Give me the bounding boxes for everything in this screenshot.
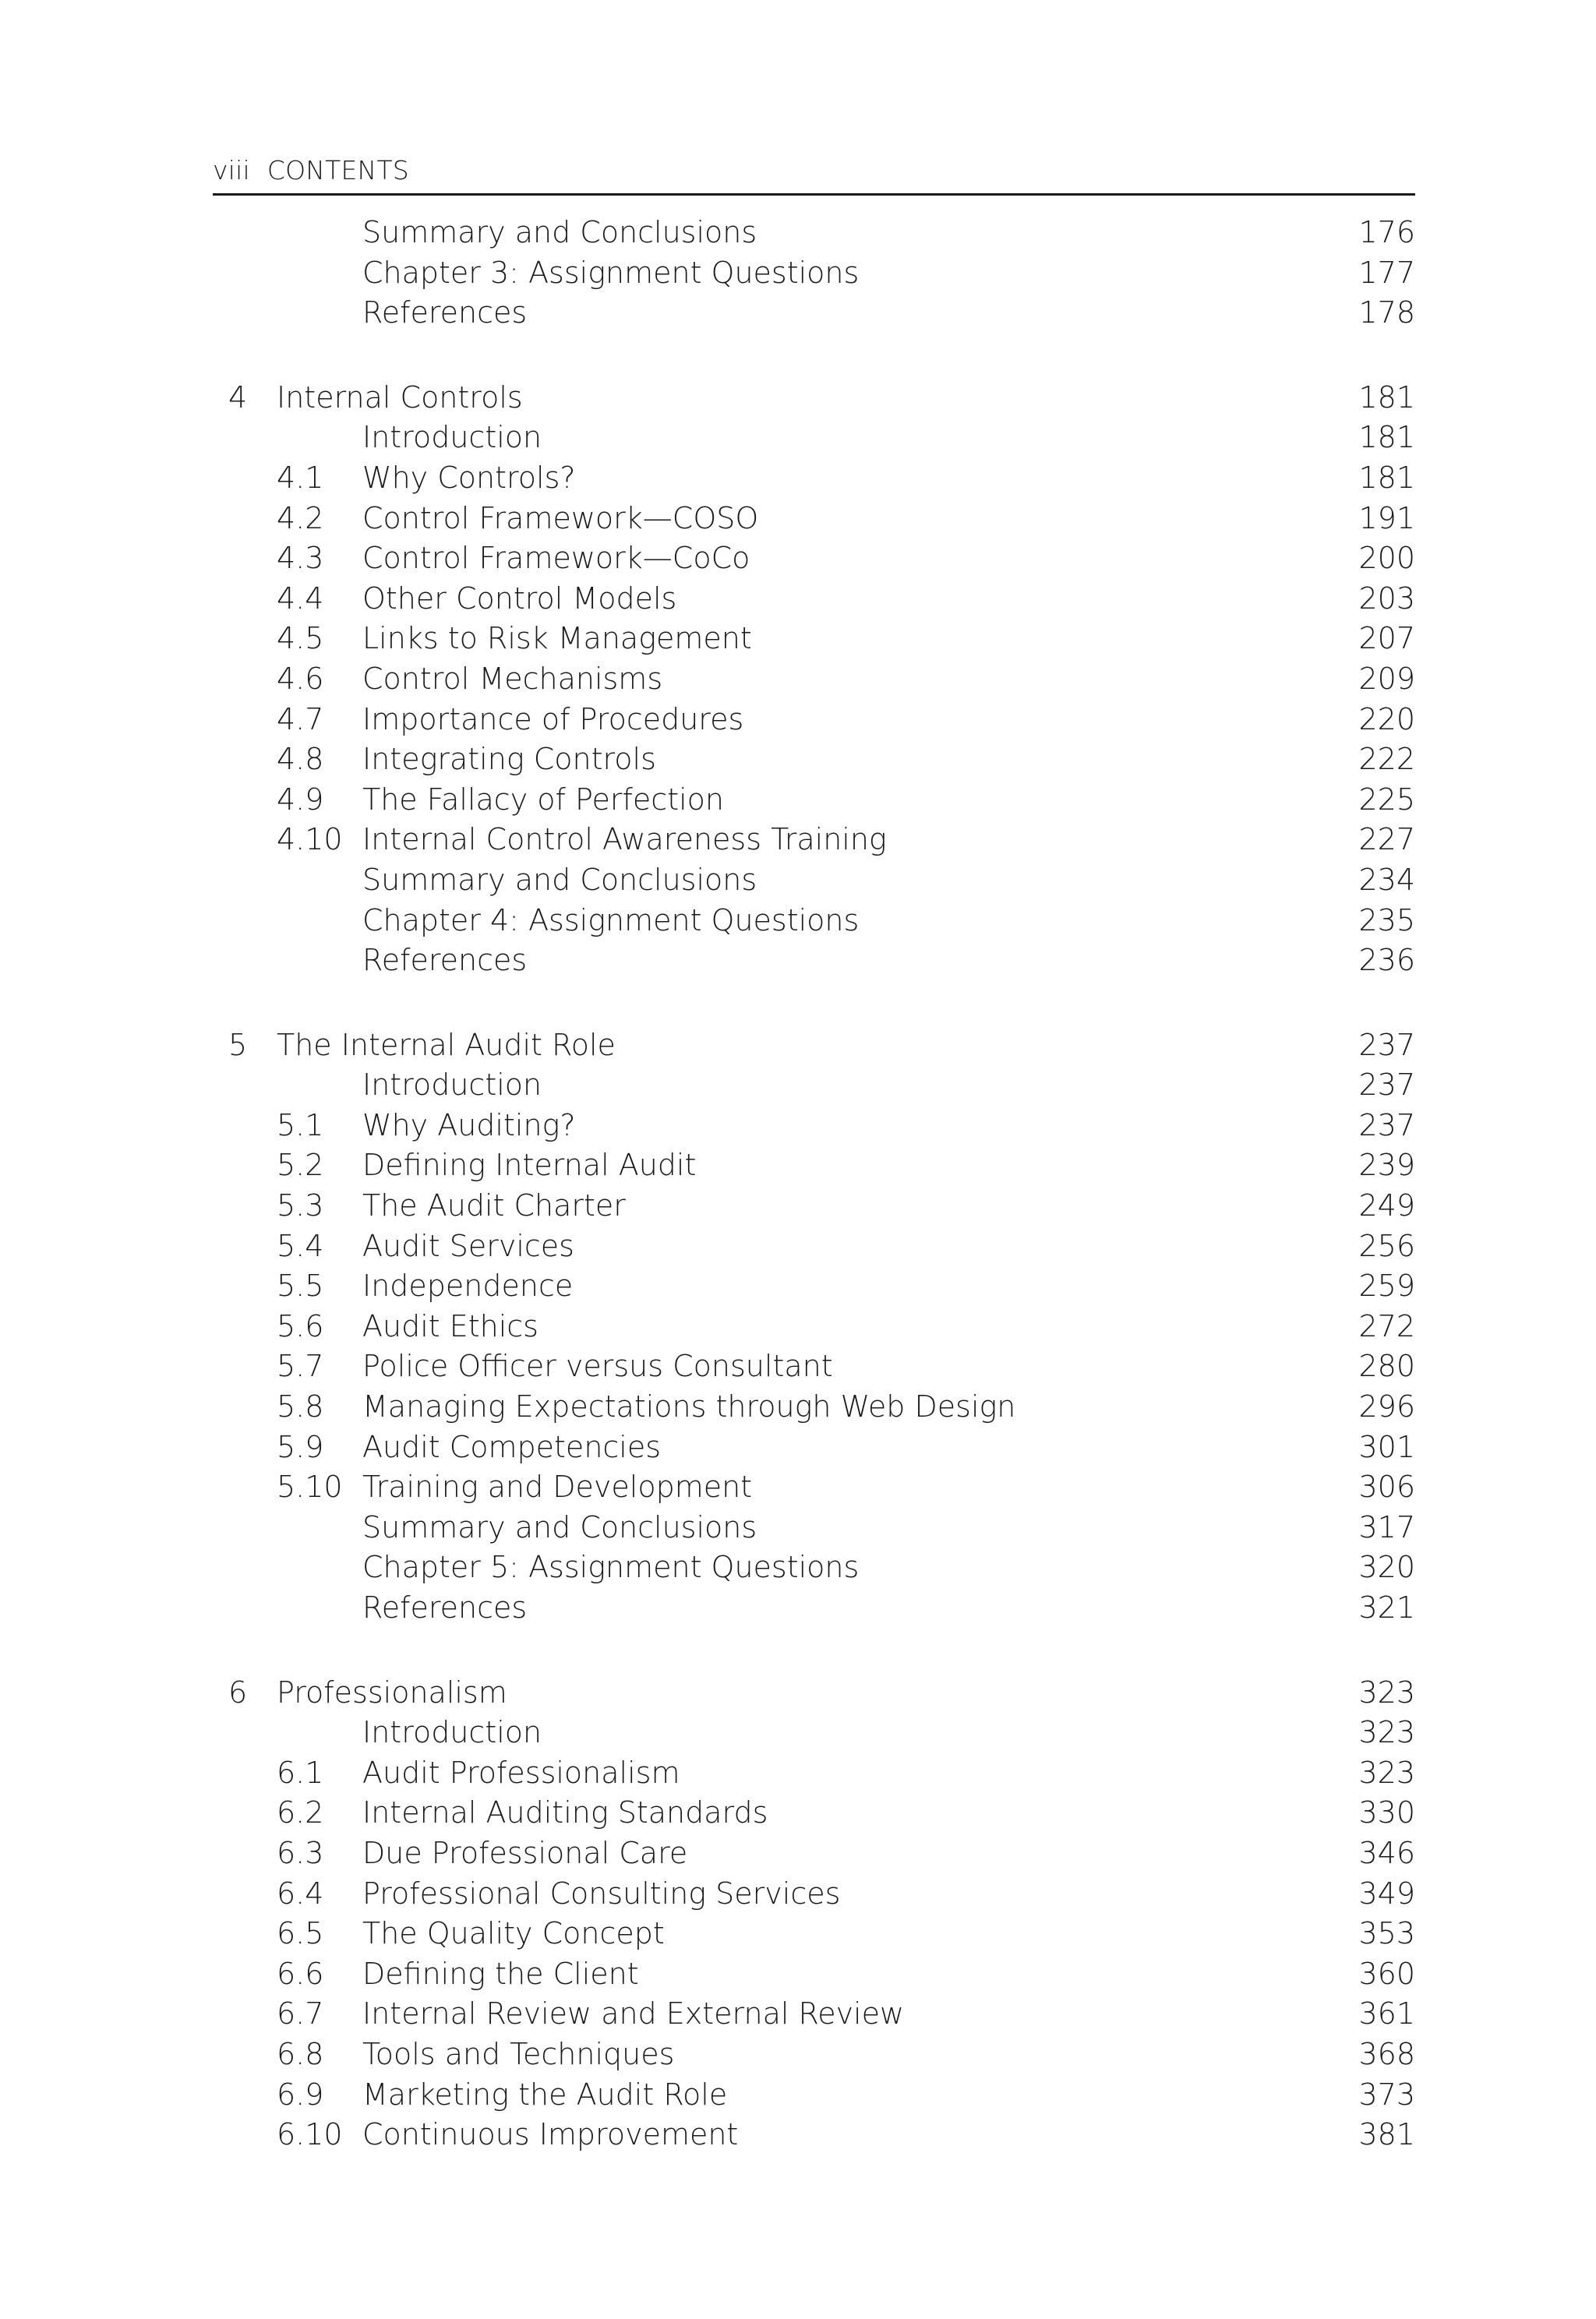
toc-entry-row[interactable] bbox=[213, 538, 1415, 579]
toc-entry-row[interactable] bbox=[213, 1954, 1415, 1995]
toc-entry-row[interactable] bbox=[213, 1753, 1415, 1794]
page-number: 235 bbox=[1358, 902, 1415, 937]
page-number: 181 bbox=[1358, 420, 1415, 455]
toc-entry-row[interactable] bbox=[213, 780, 1415, 821]
toc-entry-row[interactable] bbox=[213, 1186, 1415, 1227]
toc-entry-row[interactable] bbox=[213, 499, 1415, 539]
page-number: 381 bbox=[1358, 2117, 1415, 2152]
section-title: Police Officer versus Consultant bbox=[362, 1349, 833, 1384]
toc-chapter-row[interactable] bbox=[213, 378, 1415, 418]
page-number: 320 bbox=[1358, 1550, 1415, 1585]
page-number: 360 bbox=[1358, 1956, 1415, 1991]
toc-entry-row[interactable] bbox=[213, 1347, 1415, 1387]
page-number: 317 bbox=[1358, 1509, 1415, 1544]
section-title: Internal Auditing Standards bbox=[362, 1795, 768, 1830]
chapter-title: Internal Controls bbox=[277, 379, 523, 415]
section-title: Audit Professionalism bbox=[362, 1755, 680, 1790]
page-number: 239 bbox=[1358, 1148, 1415, 1183]
page-number: 225 bbox=[1358, 782, 1415, 817]
section-title: Why Controls? bbox=[362, 460, 576, 495]
section-number: 5.2 bbox=[277, 1148, 324, 1183]
section-title: References bbox=[362, 295, 528, 330]
chapter-number: 4 bbox=[228, 379, 248, 415]
page-number: 373 bbox=[1358, 2077, 1415, 2112]
page-number: 259 bbox=[1358, 1269, 1415, 1304]
section-number: 5.9 bbox=[277, 1429, 324, 1464]
section-number: 4.5 bbox=[277, 621, 324, 656]
page-number: 323 bbox=[1358, 1675, 1415, 1710]
toc-entry-row[interactable] bbox=[213, 1467, 1415, 1508]
chapter-number: 5 bbox=[228, 1027, 248, 1062]
toc-entry-row[interactable] bbox=[213, 1793, 1415, 1834]
section-title: Due Professional Care bbox=[362, 1835, 688, 1870]
table-of-contents bbox=[213, 213, 1415, 2155]
page-number: 272 bbox=[1358, 1308, 1415, 1343]
toc-entry-row[interactable] bbox=[213, 2035, 1415, 2075]
section-number: 5.8 bbox=[277, 1389, 324, 1424]
toc-entry-row[interactable] bbox=[213, 659, 1415, 700]
section-number: 6.5 bbox=[277, 1916, 324, 1951]
section-number: 5.7 bbox=[277, 1349, 324, 1384]
toc-entry-row[interactable] bbox=[213, 1266, 1415, 1307]
section-title: Continuous Improvement bbox=[362, 2117, 739, 2152]
section-number: 4.3 bbox=[277, 541, 324, 576]
toc-entry-row[interactable] bbox=[213, 1994, 1415, 2035]
toc-entry-row[interactable] bbox=[213, 1428, 1415, 1468]
page-number: 353 bbox=[1358, 1916, 1415, 1951]
section-number: 5.6 bbox=[277, 1308, 324, 1343]
section-title: References bbox=[362, 1590, 528, 1625]
toc-entry-row[interactable] bbox=[213, 739, 1415, 780]
toc-entry-row[interactable] bbox=[213, 1387, 1415, 1428]
section-title: Audit Competencies bbox=[362, 1429, 662, 1464]
section-title: Chapter 3: Assignment Questions bbox=[362, 255, 860, 290]
section-number: 4.7 bbox=[277, 701, 324, 736]
page-number: 178 bbox=[1358, 295, 1415, 330]
toc-entry-row[interactable] bbox=[213, 2115, 1415, 2155]
section-title: Control Mechanisms bbox=[362, 661, 663, 696]
section-title: Introduction bbox=[362, 420, 542, 455]
page-number: 296 bbox=[1358, 1389, 1415, 1424]
toc-entry-row[interactable] bbox=[213, 293, 1415, 334]
page-number: 222 bbox=[1358, 742, 1415, 777]
section-number: 5.1 bbox=[277, 1107, 324, 1142]
page-number: 236 bbox=[1358, 943, 1415, 978]
page-number: 237 bbox=[1358, 1068, 1415, 1103]
toc-entry-row[interactable] bbox=[213, 619, 1415, 659]
page-number: 330 bbox=[1358, 1795, 1415, 1830]
section-number: 6.6 bbox=[277, 1956, 324, 1991]
running-head bbox=[213, 148, 1415, 193]
section-title: Summary and Conclusions bbox=[362, 215, 757, 249]
page-number: 368 bbox=[1358, 2036, 1415, 2071]
page-number: 209 bbox=[1358, 661, 1415, 696]
toc-entry-row[interactable] bbox=[213, 213, 1415, 253]
header-rule bbox=[213, 193, 1415, 196]
toc-entry-row[interactable] bbox=[213, 1065, 1415, 1106]
page-number: 361 bbox=[1358, 1996, 1415, 2031]
toc-entry-row[interactable] bbox=[213, 1227, 1415, 1267]
page-number: 203 bbox=[1358, 581, 1415, 616]
section-title: Audit Services bbox=[362, 1228, 574, 1263]
toc-entry-row[interactable] bbox=[213, 458, 1415, 499]
page-number: 181 bbox=[1358, 379, 1415, 415]
page-number: 256 bbox=[1358, 1228, 1415, 1263]
section-title: Internal Review and External Review bbox=[362, 1996, 905, 2031]
page-number: 323 bbox=[1358, 1755, 1415, 1790]
section-title: Defining the Client bbox=[362, 1956, 639, 1991]
section-title: Why Auditing? bbox=[362, 1107, 576, 1142]
toc-entry-row[interactable] bbox=[213, 1713, 1415, 1753]
toc-entry-row[interactable] bbox=[213, 579, 1415, 619]
section-number: 6.10 bbox=[277, 2117, 343, 2152]
chapter-title: The Internal Audit Role bbox=[277, 1027, 616, 1062]
toc-chapter-row[interactable] bbox=[213, 1025, 1415, 1066]
section-title: Integrating Controls bbox=[362, 742, 656, 777]
page-folio: viii bbox=[213, 155, 250, 185]
section-title: Control Framework—COSO bbox=[362, 500, 759, 535]
running-head-title: CONTENTS bbox=[267, 155, 409, 185]
section-title: Chapter 5: Assignment Questions bbox=[362, 1550, 860, 1585]
toc-entry-row[interactable] bbox=[213, 1874, 1415, 1915]
section-title: Summary and Conclusions bbox=[362, 1509, 757, 1544]
section-title: The Fallacy of Perfection bbox=[362, 782, 724, 817]
section-title: Introduction bbox=[362, 1715, 542, 1750]
section-gap bbox=[213, 334, 1415, 378]
section-number: 5.10 bbox=[277, 1470, 343, 1505]
section-title: Marketing the Audit Role bbox=[362, 2077, 728, 2112]
toc-entry-row[interactable] bbox=[213, 1914, 1415, 1954]
section-title: The Quality Concept bbox=[362, 1916, 665, 1951]
section-title: Tools and Techniques bbox=[362, 2036, 675, 2071]
page-number: 207 bbox=[1358, 621, 1415, 656]
section-number: 4.4 bbox=[277, 581, 324, 616]
section-title: Professional Consulting Services bbox=[362, 1876, 841, 1911]
section-number: 4.10 bbox=[277, 822, 343, 857]
page-number: 200 bbox=[1358, 541, 1415, 576]
toc-entry-row[interactable] bbox=[213, 1548, 1415, 1588]
section-title: The Audit Charter bbox=[362, 1188, 626, 1223]
section-number: 4.6 bbox=[277, 661, 324, 696]
page-number: 234 bbox=[1358, 862, 1415, 897]
section-title: Other Control Models bbox=[362, 581, 677, 616]
page-number: 177 bbox=[1358, 255, 1415, 290]
section-gap bbox=[213, 1629, 1415, 1673]
section-number: 6.8 bbox=[277, 2036, 324, 2071]
section-title: Training and Development bbox=[362, 1470, 753, 1505]
section-number: 6.3 bbox=[277, 1835, 324, 1870]
section-title: Chapter 4: Assignment Questions bbox=[362, 902, 860, 937]
chapter-title: Professionalism bbox=[277, 1675, 507, 1710]
toc-entry-row[interactable] bbox=[213, 1588, 1415, 1629]
toc-entry-row[interactable] bbox=[213, 700, 1415, 740]
page-number: 176 bbox=[1358, 215, 1415, 249]
toc-entry-row[interactable] bbox=[213, 941, 1415, 981]
toc-entry-row[interactable] bbox=[213, 1307, 1415, 1347]
section-number: 6.2 bbox=[277, 1795, 324, 1830]
page-number: 181 bbox=[1358, 460, 1415, 495]
section-title: Control Framework—CoCo bbox=[362, 541, 750, 576]
chapter-number: 6 bbox=[228, 1675, 248, 1710]
page-number: 306 bbox=[1358, 1470, 1415, 1505]
toc-entry-row[interactable] bbox=[213, 1508, 1415, 1548]
section-title: Links to Risk Management bbox=[362, 621, 752, 656]
section-title: Importance of Procedures bbox=[362, 701, 744, 736]
toc-entry-row[interactable] bbox=[213, 860, 1415, 901]
toc-entry-row[interactable] bbox=[213, 901, 1415, 941]
page-number: 321 bbox=[1358, 1590, 1415, 1625]
section-number: 6.1 bbox=[277, 1755, 324, 1790]
section-title: References bbox=[362, 943, 528, 978]
toc-entry-row[interactable] bbox=[213, 418, 1415, 458]
toc-entry-row[interactable] bbox=[213, 1834, 1415, 1874]
page-number: 346 bbox=[1358, 1835, 1415, 1870]
section-number: 6.4 bbox=[277, 1876, 324, 1911]
section-number: 5.5 bbox=[277, 1269, 324, 1304]
page-number: 349 bbox=[1358, 1876, 1415, 1911]
page-number: 323 bbox=[1358, 1715, 1415, 1750]
section-title: Internal Control Awareness Training bbox=[362, 822, 887, 857]
section-title: Defining Internal Audit bbox=[362, 1148, 697, 1183]
page-number: 191 bbox=[1358, 500, 1415, 535]
page-number: 237 bbox=[1358, 1107, 1415, 1142]
section-title: Introduction bbox=[362, 1068, 542, 1103]
page-number: 227 bbox=[1358, 822, 1415, 857]
section-number: 4.1 bbox=[277, 460, 324, 495]
page-number: 301 bbox=[1358, 1429, 1415, 1464]
toc-chapter-row[interactable] bbox=[213, 1673, 1415, 1714]
section-number: 6.9 bbox=[277, 2077, 324, 2112]
section-title: Managing Expectations through Web Design bbox=[362, 1389, 1016, 1424]
section-title: Summary and Conclusions bbox=[362, 862, 757, 897]
toc-entry-row[interactable] bbox=[213, 820, 1415, 860]
page-number: 237 bbox=[1358, 1027, 1415, 1062]
toc-entry-row[interactable] bbox=[213, 253, 1415, 294]
section-gap bbox=[213, 981, 1415, 1025]
toc-entry-row[interactable] bbox=[213, 1145, 1415, 1186]
section-number: 6.7 bbox=[277, 1996, 324, 2031]
contents-page bbox=[213, 148, 1415, 2155]
toc-entry-row[interactable] bbox=[213, 2075, 1415, 2116]
page-number: 220 bbox=[1358, 701, 1415, 736]
page-number: 249 bbox=[1358, 1188, 1415, 1223]
section-title: Audit Ethics bbox=[362, 1308, 538, 1343]
section-number: 4.2 bbox=[277, 500, 324, 535]
section-number: 5.4 bbox=[277, 1228, 324, 1263]
section-number: 4.8 bbox=[277, 742, 324, 777]
page-number: 280 bbox=[1358, 1349, 1415, 1384]
section-title: Independence bbox=[362, 1269, 574, 1304]
section-number: 4.9 bbox=[277, 782, 324, 817]
section-number: 5.3 bbox=[277, 1188, 324, 1223]
toc-entry-row[interactable] bbox=[213, 1106, 1415, 1146]
